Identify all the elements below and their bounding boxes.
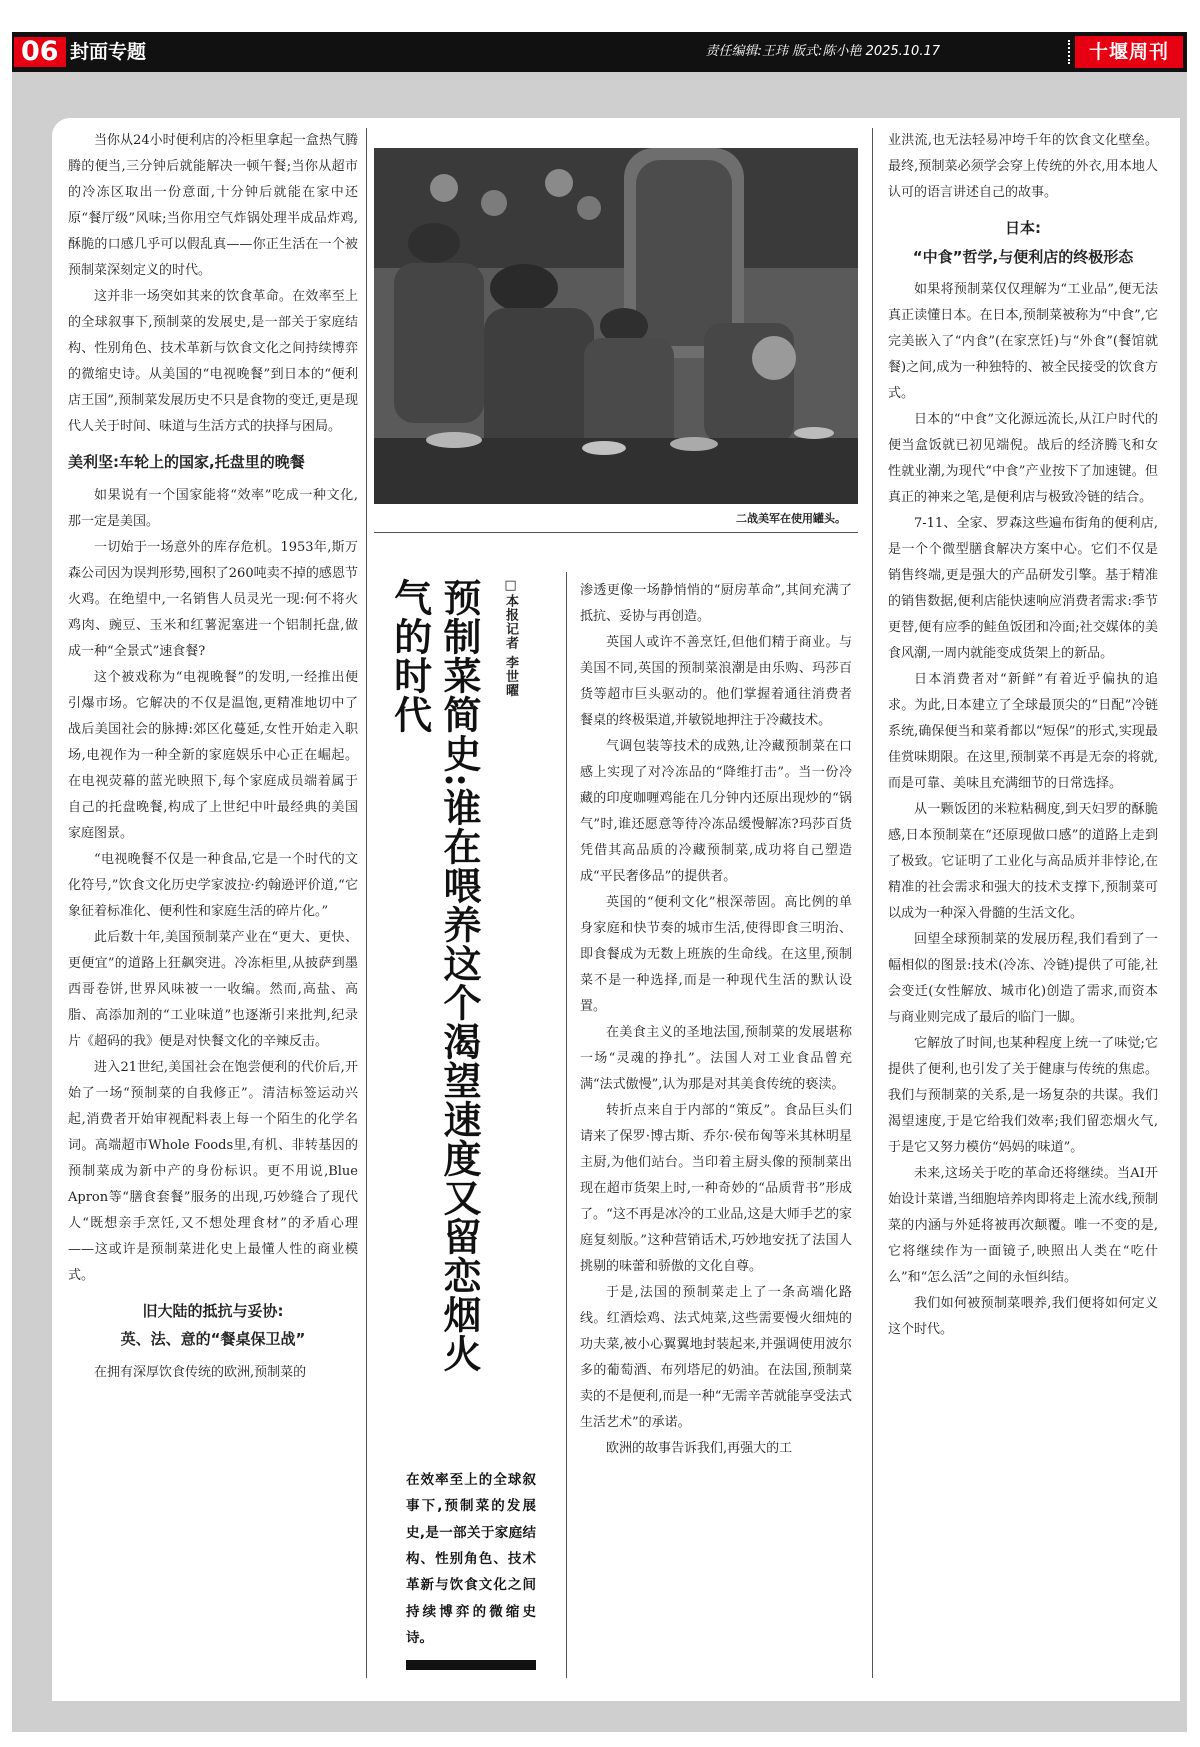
paragraph: “电视晚餐不仅是一种食品,它是一个时代的文化符号,”饮食文化历史学家波拉·约翰逊评价道,“它象征着标准化、便利性和家庭生活的碎片化。” <box>68 851 358 919</box>
subheading-japan-line1: 日本: <box>1005 219 1041 237</box>
subheading-usa: 美利坚:车轮上的国家,托盘里的晚餐 <box>68 453 305 471</box>
paragraph: 渗透更像一场静悄悄的“厨房革命”,其间充满了抵抗、妥协与再创造。 <box>580 583 852 624</box>
paragraph: 7-11、全家、罗森这些遍布街角的便利店,是一个个微型膳食解决方案中心。它们不仅是销售终端,更是强大的产品研发引擎。基于精准的销售数据,便利店能快速响应消费者需求:季节更替,便有应季的鲑鱼饭团和冷面;社交媒体的美食风潮,一周内就能变成货架上的新品。 <box>888 516 1158 661</box>
paragraph: 在拥有深厚饮食传统的欧洲,预制菜的 <box>94 1364 307 1380</box>
header-divider <box>1068 40 1070 64</box>
article-column-4 <box>888 128 1158 1343</box>
paragraph: 进入21世纪,美国社会在饱尝便利的代价后,开始了一场“预制菜的自我修正”。清洁标签运动兴起,消费者开始审视配料表上每一个陌生的化学名词。高端超市Whole Foods里,有机、非转基因的预制菜成为新中产的身份标识。更不用说,Blue Apron等“膳食套餐”服务的出现,巧妙缝合了现代人“既想亲手烹饪,又不想处理食材”的矛盾心理——这或许是预制菜进化史上最懂人性的商业模式。 <box>68 1059 358 1283</box>
photo-divider <box>374 532 858 533</box>
subheading-japan-line2: “中食”哲学,与便利店的终极形态 <box>912 247 1134 266</box>
paragraph: 在美食主义的圣地法国,预制菜的发展堪称一场“灵魂的挣扎”。法国人对工业食品曾充满“法式傲慢”,认为那是对其美食传统的亵渎。 <box>580 1025 852 1092</box>
paragraph: 如果将预制菜仅仅理解为“工业品”,便无法真正读懂日本。在日本,预制菜被称为“中食”,它完美嵌入了“内食”(在家烹饪)与“外食”(餐馆就餐)之间,成为一种独特的、被全民接受的饮食方式。 <box>888 282 1158 401</box>
page-header-bar <box>12 32 1187 72</box>
paragraph: 未来,这场关于吃的革命还将继续。当AI开始设计菜谱,当细胞培养肉即将走上流水线,预制菜的内涵与外延将被再次颠覆。唯一不变的是,它将继续作为一面镜子,映照出人类在“吃什么”和“怎么活”之间的永恒纠结。 <box>888 1166 1158 1285</box>
paragraph: 一切始于一场意外的库存危机。1953年,斯万森公司因为误判形势,囤积了260吨卖不掉的感恩节火鸡。在绝望中,一名销售人员灵光一现:何不将火鸡肉、豌豆、玉米和红薯泥塞进一个铝制托盘,做成一种“全景式”速食餐? <box>68 539 358 659</box>
editor-info: 责任编辑:王玮 版式:陈小艳 2025.10.17 <box>705 44 940 59</box>
column-divider <box>872 128 873 1678</box>
paragraph: 欧洲的故事告诉我们,再强大的工 <box>606 1441 793 1456</box>
page-number: 06 <box>14 37 66 67</box>
subheading-europe-line2: 英、法、意的“餐桌保卫战” <box>120 1330 306 1348</box>
paragraph: 回望全球预制菜的发展历程,我们看到了一幅相似的图景:技术(冷冻、冷链)提供了可能,社会变迁(女性解放、城市化)创造了需求,而资本与商业则完成了最后的临门一脚。 <box>888 932 1158 1025</box>
war-photo <box>374 148 858 504</box>
pull-quote: 在效率至上的全球叙事下,预制菜的发展史,是一部关于家庭结构、性别角色、技术革新与饮食文化之间持续博弈的微缩史诗。 <box>406 1472 536 1646</box>
paragraph: 从一颗饭团的米粒粘稠度,到天妇罗的酥脆感,日本预制菜在“还原现做口感”的道路上走到了极致。它证明了工业化与高品质并非悖论,在精准的社会需求和强大的技术支撑下,预制菜可以成为一种深入骨髓的生活文化。 <box>888 802 1158 921</box>
paragraph: 日本消费者对“新鲜”有着近乎偏执的追求。为此,日本建立了全球最顶尖的“日配”冷链系统,确保便当和菜肴都以“短保”的形式,实现最佳赏味期限。在这里,预制菜不再是无奈的将就,而是可靠、美味且充满细节的日常选择。 <box>888 672 1158 791</box>
photo-caption: 二战美军在使用罐头。 <box>736 512 846 525</box>
paragraph: 英国人或许不善烹饪,但他们精于商业。与美国不同,英国的预制菜浪潮是由乐购、玛莎百货等超市巨头驱动的。他们掌握着通往消费者餐桌的终极渠道,并敏锐地押注于冷藏技术。 <box>580 635 852 728</box>
paragraph: 于是,法国的预制菜走上了一条高端化路线。红酒烩鸡、法式炖菜,这些需要慢火细炖的功夫菜,被小心翼翼地封装起来,并强调使用波尔多的葡萄酒、布列塔尼的奶油。在法国,预制菜卖的不是便利,而是一种“无需辛苦就能享受法式生活艺术”的承诺。 <box>580 1285 852 1430</box>
article-column-3 <box>580 578 852 1462</box>
article-title: 预制菜简史:谁在喂养这个渴望速度又留恋烟火气的时代 <box>387 578 482 1374</box>
masthead-logo: 十堰周刊 <box>1075 36 1183 68</box>
paragraph: 转折点来自于内部的“策反”。食品巨头们请来了保罗·博古斯、乔尔·侯布匈等米其林明星主厨,为他们站台。当印着主厨头像的预制菜出现在超市货架上时,一种奇妙的“品质背书”形成了。“这不再是冰冷的工业品,这是大师手艺的家庭复刻版。”这种营销话术,巧妙地安抚了法国人挑剔的味蕾和骄傲的文化自尊。 <box>580 1103 852 1274</box>
paragraph: 当你从24小时便利店的冷柜里拿起一盒热气腾腾的便当,三分钟后就能解决一顿午餐;当你从超市的冷冻区取出一份意面,十分钟后就能在家中还原“餐厅级”风味;当你用空气炸锅处理半成品炸鸡,酥脆的口感几乎可以假乱真——你正生活在一个被预制菜深刻定义的时代。 <box>68 133 358 278</box>
photo-illustration <box>374 148 858 504</box>
byline: □本报记者 李世曜 <box>503 578 518 698</box>
column-divider <box>566 572 567 1678</box>
paragraph: 这个被戏称为“电视晚餐”的发明,一经推出便引爆市场。它解决的不仅是温饱,更精准地切中了战后美国社会的脉搏:郊区化蔓延,女性开始走入职场,电视作为一种全新的家庭娱乐中心正在崛起。在电视荧幕的蓝光映照下,每个家庭成员端着属于自己的托盘晚餐,构成了上世纪中叶最经典的美国家庭图景。 <box>68 669 358 841</box>
article-column-1 <box>68 128 358 1386</box>
column-divider <box>366 128 367 1678</box>
paragraph: 气调包装等技术的成熟,让冷藏预制菜在口感上实现了对冷冻品的“降维打击”。当一份冷藏的印度咖喱鸡能在几分钟内还原出现炒的“锅气”时,谁还愿意等待冷冻品缓慢解冻?玛莎百货凭借其高品质的冷藏预制菜,成功将自己塑造成“平民奢侈品”的提供者。 <box>580 739 852 884</box>
paragraph: 这并非一场突如其来的饮食革命。在效率至上的全球叙事下,预制菜的发展史,是一部关于家庭结构、性别角色、技术革新与饮食文化之间持续博弈的微缩史诗。从美国的“电视晚餐”到日本的“便利店王国”,预制菜发展历史不只是食物的变迁,更是现代人关于时间、味道与生活方式的抉择与困局。 <box>68 289 358 434</box>
paragraph: 业洪流,也无法轻易冲垮千年的饮食文化壁垒。最终,预制菜必须学会穿上传统的外衣,用本地人认可的语言讲述自己的故事。 <box>888 133 1158 200</box>
paragraph: 如果说有一个国家能将“效率”吃成一种文化,那一定是美国。 <box>68 487 358 529</box>
paragraph: 它解放了时间,也某种程度上统一了味觉;它提供了便利,也引发了关于健康与传统的焦虑。我们与预制菜的关系,是一场复杂的共谋。我们渴望速度,于是它给我们效率;我们留恋烟火气,于是它又努力模仿“妈妈的味道”。 <box>888 1036 1158 1155</box>
paragraph: 英国的“便利文化”根深蒂固。高比例的单身家庭和快节奏的城市生活,使得即食三明治、即食餐成为无数上班族的生命线。在这里,预制菜不是一种选择,而是一种现代生活的默认设置。 <box>580 895 852 1014</box>
pull-quote-bar <box>406 1660 536 1670</box>
paragraph: 日本的“中食”文化源远流长,从江户时代的便当盒饭就已初见端倪。战后的经济腾飞和女性就业潮,为现代“中食”产业按下了加速键。但真正的神来之笔,是便利店与极致冷链的结合。 <box>888 412 1158 505</box>
paragraph: 此后数十年,美国预制菜产业在“更大、更快、更便宜”的道路上狂飙突进。冷冻柜里,从披萨到墨西哥卷饼,世界风味被一一收编。然而,高盐、高脂、高添加剂的“工业味道”也逐渐引来批判,纪录片《超码的我》便是对快餐文化的辛辣反击。 <box>68 929 358 1049</box>
subheading-europe-line1: 旧大陆的抵抗与妥协: <box>142 1301 284 1320</box>
section-title: 封面专题 <box>70 41 147 63</box>
paragraph: 我们如何被预制菜喂养,我们便将如何定义这个时代。 <box>888 1296 1158 1337</box>
